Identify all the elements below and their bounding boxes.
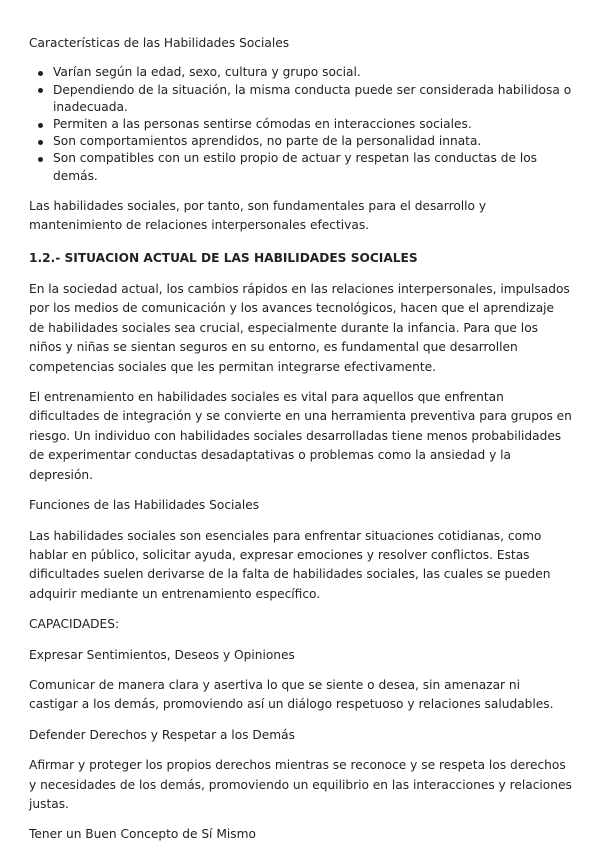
capacity-1-title: Expresar Sentimientos, Deseos y Opiniones (29, 647, 295, 662)
functions-title: Funciones de las Habilidades Sociales (29, 498, 260, 513)
capacities-label: CAPACIDADES: (29, 617, 120, 632)
capacity-2-text: Afirmar y proteger los propios derechos mientras se reconoce y se respeta los derechos y necesidades de los demás, promoviendo un equilibrio en las interacciones y relaciones justas. (29, 758, 572, 811)
paragraph-training: El entrenamiento en habilidades sociales es vital para aquellos que enfrentan dificultades de integración y se convierte en una herramienta preventiva para grupos en riesgo. Un individuo con habilidades sociales desarrolladas tiene menos probabilidades de experimentar conductas desadaptativas o problemas como la ansiedad y la depresión. (29, 390, 572, 482)
capacity-3-title: Tener un Buen Concepto de Sí Mismo (29, 827, 256, 842)
list-item: Dependiendo de la situación, la misma conducta puede ser considerada habilidosa o inadecuada. (53, 82, 572, 116)
list-item: Varían según la edad, sexo, cultura y grupo social. (53, 64, 572, 81)
paragraph-functions: Las habilidades sociales son esenciales para enfrentar situaciones cotidianas, como hablar en público, solicitar ayuda, expresar emociones y resolver conflictos. Estas dificultades suelen derivarse de la falta de habilidades sociales, las cuales se pueden adquirir mediante un entrenamiento específico. (29, 528, 551, 601)
paragraph-current-society: En la sociedad actual, los cambios rápidos en las relaciones interpersonales, impulsados por los medios de comunicación y los avances tecnológicos, hacen que el aprendizaje de habilidades sociales sea crucial, especialmente durante la infancia. Para que los niños y niñas se sientan seguros en su entorno, es fundamental que desarrollen competencias sociales que les permitan integrarse efectivamente. (29, 282, 570, 374)
capacity-1-text: Comunicar de manera clara y asertiva lo que se siente o desea, sin amenazar ni castigar a los demás, promoviendo así un diálogo respetuoso y relaciones saludables. (29, 677, 554, 712)
section-heading: 1.2.- SITUACION ACTUAL DE LAS HABILIDADES SOCIALES (29, 250, 418, 265)
summary-paragraph: Las habilidades sociales, por tanto, son fundamentales para el desarrollo y mantenimiento de relaciones interpersonales efectivas. (29, 198, 487, 233)
capacity-2-title: Defender Derechos y Respetar a los Demás (29, 727, 295, 742)
list-item: Permiten a las personas sentirse cómodas en interacciones sociales. (53, 116, 572, 133)
list-item: Son compatibles con un estilo propio de actuar y respetan las conductas de los demás. (53, 150, 572, 184)
list-item: Son comportamientos aprendidos, no parte de la personalidad innata. (53, 133, 572, 150)
characteristics-title: Características de las Habilidades Sociales (29, 36, 290, 50)
characteristics-list (29, 64, 572, 184)
